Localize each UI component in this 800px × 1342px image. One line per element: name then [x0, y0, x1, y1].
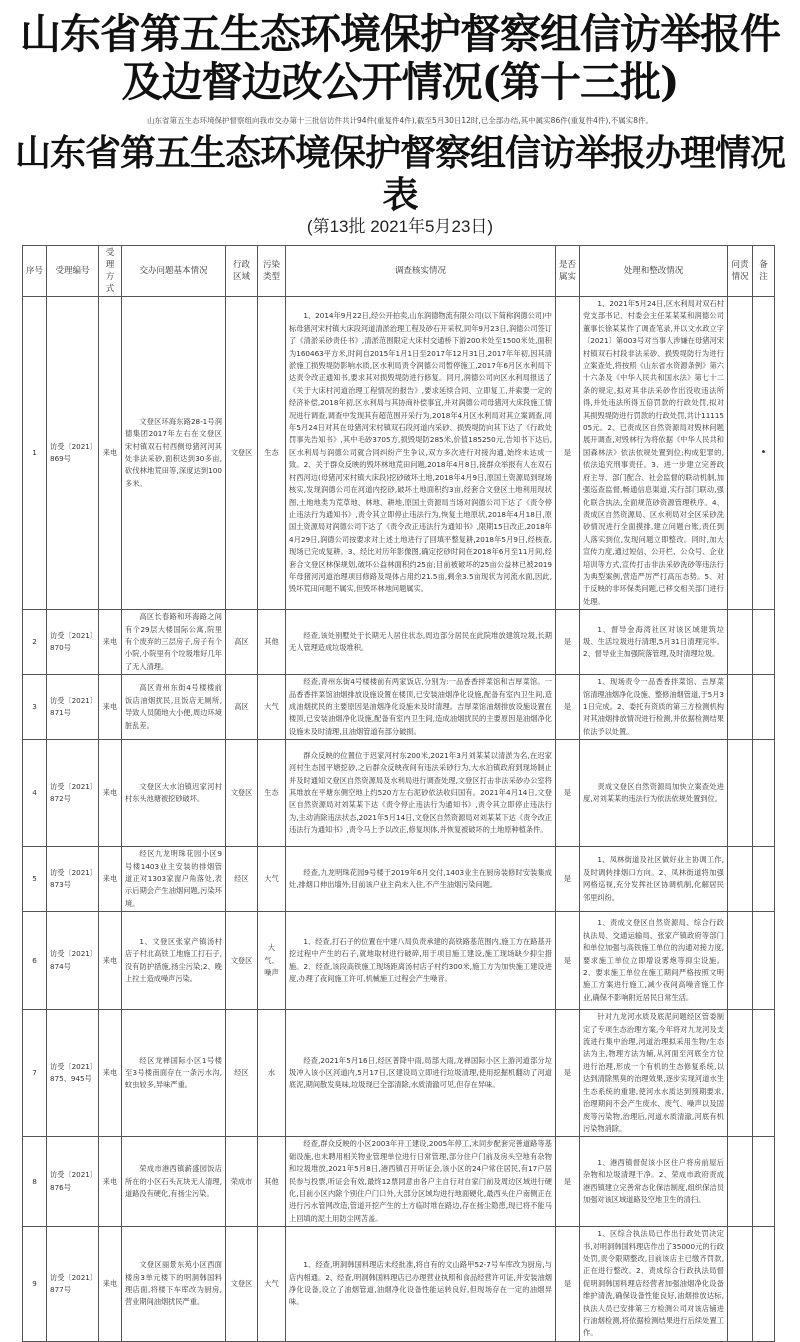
document-title-line2: 及边督边改公开情况(第十三批)	[121, 58, 679, 106]
cell-verified: 是	[556, 847, 580, 912]
cell-handling: 1、区综合执法局已作出行政处罚决定书,对明洞韩国料理店作出了35000元的行政处罚,责令限期整改,目前该店主已缴齐罚款,正在进行整改。2、责成综合行政执法局督促明洞韩国料理店经营者加强油烟净化设备维护清洗,确保设备性能良好,油烟排放达标,执法人员已安排第三方检测公司对该店铺进行油烟检测,将依据检测结果进行后续处置工作。	[580, 1227, 728, 1342]
col-header-id: 受理编号	[47, 246, 99, 297]
cell-verified: 是	[556, 1137, 580, 1227]
cell-accountability	[728, 297, 753, 610]
cell-accountability	[728, 1137, 753, 1227]
col-header-handling: 处理和整改情况	[580, 246, 728, 297]
cell-investigation: 经查,群众反映的小区2003年开工建设,2005年停工,未同步配套完善道路等基础设施,也未聘用相关物业管理单位进行日常管理,部分住户门前及房头空地有杂物和垃圾堆放,2021年5月8日,港西镇召开听证会,该小区的24户常住居民,有17户居民参与投票,听证会有效,最终12票同意由各户主自行对自家门前及周边区域进行硬化,目前小区内除个别住户门口外,大部分区域均进行地面硬化,最西头住户南侧正在进行污水管网改造,管道开挖产生的土方临时堆在路边,存在扬尘隐患,现已将不能马上回填的泥土用防尘网苫盖。	[286, 1137, 556, 1227]
cell-issue: 高区长春路和环海路之间有个29层大楼国际公寓,院里有个废弃的三层房子,房子有个小院,小院里有个垃圾堆好几年了无人清理。	[122, 610, 226, 675]
cell-id: 访受〔2021〕877号	[47, 1227, 99, 1342]
cell-investigation: 1、2014年9月22日,经公开拍卖,山东润德物流有限公司(以下简称润德公司)中标母猪河宋村镇大床段河道清淤治理工程及砂石开采权,同年9月23日,润德公司签订了《清淤采砂责任书》,清淤范围限定大床村交通桥下游200米处至1500米处,面积为160463平方米,时间自2015年1月1日至2017年12月31日,2017年年初,因其清淤施工损毁堤防影响水质,区水利局责令润德公司暂停施工,2017年6月区水利局下达责令改正通知书,要求其对损毁堤防进行修复。同月,润德公司向区水利局报送了《关于大床村河道治理工程情况的报告》,要求延续合同、立即复工,并索要一定的经济补偿,2018年初,区水利局与其协商补偿事宜,并对润德公司母猪河大床段施工情况进行调查,调查中发现其有超范围开采行为,2018年4月区水利局对其立案调查,同年5月24日对其在母猪河宋村镇双石段河道内采砂、损毁堤防向其下达了《行政处罚事先告知书》,其中毛砂3705方,损毁堤防285米,价值185250元,告知书下达后,区水利局与润德公司就合同纠纷产生争议,双方多次进行对接沟通,始终未达成一致。2、关于群众反映的毁坏林地荒田问题,2018年4月8日,接群众举报有人在双石村西河边(母猪河宋村镇大床段)挖砂破坏土地,2018年4月9日,原国土资源局到现场核实,发现润德公司在河道内挖砂,破坏土地面积约3亩,经套合文登区土地利用现状图,土地地类为荒草地、林地、耕地,原国土资源局当场对润德公司下达了《责令停止违法行为通知书》,责令其立即停止违法行为,恢复土地原状,2018年4月18日,原国土资源局对润德公司下达了《责令改正违法行为通知书》,限期15日改正,2018年4月29日,润德公司按要求对上述土地进行了回填平整复耕,2018年5月9日,经核查,现场已完成复耕。3、经比对历年影像图,确定挖砂时间在2018年6月至11月间,经套合文登区林保规划,破坏公益林面积约25亩;目前被破坏的25亩公益林已被2019年母猪河河道治理项目修路及堤体占用约21.5亩,剩余3.5亩现状为河流水面,因此,毁坏荒田问题不属实,但毁坏林地问题属实。	[286, 297, 556, 610]
cell-id: 访受〔2021〕872号	[47, 740, 99, 847]
table-row	[23, 912, 775, 1010]
cell-type: 大气	[258, 1227, 286, 1342]
cell-no: 8	[23, 1137, 47, 1227]
table-row	[23, 675, 775, 740]
petition-handling-table	[22, 245, 775, 1342]
cell-region: 经区	[226, 1010, 258, 1137]
cell-issue: 经区龙禅国际小区1号楼至3号楼南面存在一条污水沟,蚊虫较多,异味严重。	[122, 1010, 226, 1137]
cell-investigation: 1、经查,打石子的位置在中建八局负责承建的高铁路基范围内,施工方在路基开挖过程中产生的石子,就地取材进行破碎,用于项目施工建设,施工现场缺少抑尘措施。2、经查,该段高铁施工现场距离汤村店子村约300米,施工方为加快施工建设进度,办理了夜间施工许可,机械施工过程会产生噪音。	[286, 912, 556, 1010]
cell-accountability	[728, 740, 753, 847]
document-title-line1: 山东省第五生态环境保护督察组信访举报件	[20, 10, 780, 58]
cell-remark	[753, 847, 775, 912]
table-title: 山东省第五生态环境保护督察组信访举报办理情况表	[14, 132, 785, 216]
cell-no: 1	[23, 297, 47, 610]
cell-region: 经区	[226, 847, 258, 912]
cell-handling: 1、督导金海湾社区对该区域建筑垃圾、生活垃圾进行清理,5月31日清理完毕。2、督导业主加强院落管理,及时清理垃圾。	[580, 610, 728, 675]
cell-verified: 是	[556, 675, 580, 740]
cell-no: 3	[23, 675, 47, 740]
cell-investigation: 经查,2021年5月16日,经区普降中雨,局部大雨,龙禅国际小区上游河道部分垃圾冲入该小区河道内,5月17日,区建设局立即进行垃圾清理,使用挖掘机翻动了河道底泥,期间散发臭味,垃圾现已全部清除,水质清澈可见,但存在异味。	[286, 1010, 556, 1137]
table-row	[23, 1137, 775, 1227]
cell-issue: 文登区丽景东苑小区西面楼房3单元楼下的明洞韩国料理店面,将楼下车库改为厨房,营业期间油烟扰民严重。	[122, 1227, 226, 1342]
cell-no: 6	[23, 912, 47, 1010]
cell-id: 访受〔2021〕874号	[47, 912, 99, 1010]
cell-remark	[753, 610, 775, 675]
cell-verified: 是	[556, 297, 580, 610]
table-row	[23, 1227, 775, 1342]
cell-handling: 针对九龙河水质及底泥问题经区管委制定了专项生态治理方案,今年将对九龙河及支流进行集中治理,河道治理拟采用生物/生态法为主,物理方法为辅,从河面至河底全方位进行治理,形成一个有机的生态修复系统,以达到清除黑臭的治理效果,逐步实现河道水生生态系统的重建,使河水水质达到预期要求,治理期间不会产生废水、废气、噪声以及固废等污染物,治理后,河道水质清澈,河底有机污染物消除。	[580, 1010, 728, 1137]
cell-handling: 责成文登区自然资源局加快立案查处进度,对刘某某的违法行为依法依规处置到位。	[580, 740, 728, 847]
cell-id: 访受〔2021〕873号	[47, 847, 99, 912]
cell-region: 高区	[226, 610, 258, 675]
cell-region: 高区	[226, 675, 258, 740]
cell-accountability	[728, 847, 753, 912]
cell-verified: 是	[556, 1010, 580, 1137]
cell-method: 来电	[99, 1137, 122, 1227]
cell-type: 其他	[258, 1137, 286, 1227]
cell-no: 4	[23, 740, 47, 847]
cell-remark	[753, 912, 775, 1010]
cell-id: 访受〔2021〕870号	[47, 610, 99, 675]
cell-method: 来电	[99, 297, 122, 610]
cell-accountability	[728, 912, 753, 1010]
cell-method: 来电	[99, 1227, 122, 1342]
cell-accountability	[728, 610, 753, 675]
cell-method: 来电	[99, 675, 122, 740]
cell-region: 荣成市	[226, 1137, 258, 1227]
cell-remark	[753, 740, 775, 847]
summary-note: 山东省第五生态环境保护督察组向我市交办第十三批信访件共计94件(重复件4件),截至5月30日12时,已全部办结,其中属实86件(重复件4件),不属实8件。	[147, 116, 653, 125]
batch-date-line: (第13批 2021年5月23日)	[306, 217, 494, 236]
cell-method: 来电	[99, 847, 122, 912]
col-header-method: 受理方式	[99, 246, 122, 297]
cell-no: 2	[23, 610, 47, 675]
col-header-region: 行政区域	[226, 246, 258, 297]
cell-verified: 是	[556, 740, 580, 847]
cell-investigation: 1、经查,明洞韩国料理店未经批准,将自有的文山路甲52-7号车库改为厨房,与店内相通。2、经查,明洞韩国料理店已办理营业执照和食品经营许可证,并安装油烟净化设备,设立了油烟管道,油烟净化设备性能运转良好,但现场存在一定的油烟异味。	[286, 1227, 556, 1342]
cell-handling: 1、责成文登区自然资源局、综合行政执法局、交通运输局、张家产镇政府等部门和单位加强与高铁施工单位的沟通对接力度,要求施工单位立即增设雾炮等抑尘设施。2、要求施工单位在施工期间严格按照文明施工方案进行施工,减少夜间高噪音施工作业,确保不影响附近居民日常生活。	[580, 912, 728, 1010]
col-header-investigation: 调查核实情况	[286, 246, 556, 297]
cell-accountability	[728, 1010, 753, 1137]
cell-remark	[753, 1137, 775, 1227]
cell-region: 文登区	[226, 297, 258, 610]
cell-investigation: 群众反映的位置位于迟家河村东200米,2021年3月刘某某以清淤为名,在迟家河村生态园平塘挖砂,之后群众反映夜间有违法采砂行为,大水泊镇政府到现场制止并及时通知文登区自然资源局及水利局进行调查处理,文登区打击非法采砂办公室将其堆放在平塘东侧空地上约520方左右泥砂依法收归国有。2021年4月14日,文登区自然资源局对刘某某下达《责令停止违法行为通知书》,责令其立即停止违法行为,主动消除违法状态,2021年5月14日,文登区自然资源局对刘某某下达《责令改正违法行为通知书》,责令马上予以改正,修复坝体,并恢复被破坏的土地原种植条件。	[286, 740, 556, 847]
cell-region: 文登区	[226, 1227, 258, 1342]
col-header-verified: 是否属实	[556, 246, 580, 297]
cell-no: 5	[23, 847, 47, 912]
col-header-accountability: 问责情况	[728, 246, 753, 297]
cell-remark	[753, 1010, 775, 1137]
cell-verified: 是	[556, 912, 580, 1010]
cell-investigation: 经查,该处别墅处于长期无人居住状态,周边部分居民在此院堆放建筑垃圾,长期无人管理造成垃圾堆积。	[286, 610, 556, 675]
table-row	[23, 297, 775, 610]
cell-accountability	[728, 675, 753, 740]
cell-remark: •	[753, 297, 775, 610]
cell-issue: 文登区环海东路28-1号润德集团2017年左右在文登区宋村镇双石村西侧母猪河河其处非法采砂,面积达到30多亩,砍伐林地荒田等,深度达到100多米。	[122, 297, 226, 610]
cell-id: 访受〔2021〕869号	[47, 297, 99, 610]
cell-type: 大气	[258, 847, 286, 912]
cell-issue: 文登区大水泊镇迟家河村村东头池塘被挖砂破坏。	[122, 740, 226, 847]
table-row	[23, 847, 775, 912]
cell-method: 来电	[99, 912, 122, 1010]
cell-handling: 1、2021年5月24日,区水利局对双石村党支部书记、村委会主任某某某和润德公司董事长徐某某作了调查笔录,并以文水政立字〔2021〕第003号对当事人涉嫌在母猪河宋村镇双石村段非法采砂、损毁堤防行为进行立案查处,将按照《山东省水资源条例》第六十六条及《中华人民共和国水法》第七十二条的规定,拟对其非法采砂作出没收违法所得,并处违法所得五倍罚款的行政处罚,拟对其损毁堤防进行罚款的行政处罚,共计1111505元。2、已责成区自然资源局对毁林问题展开调查,对毁林行为将依据《中华人民共和国森林法》依法依规处置到位;构成犯罪的,依法追究刑事责任。3、进一步建立完善政府主导、部门配合、社会监督的联动机制,加强巡查监督,畅通信息渠道,实行部门联动,强化联合执法,全面规范砂资源管理秩序。4、责成区自然资源局、区水利局对全区采砂洗砂情况进行全面摸排,建立问题台账,责任到人落实到位,发现问题立即整改。同时,加大宣传力度,通过短信、公开栏、公众号、企业培训等方式,宣传打击非法采砂洗砂等违法行为典型案例,营造严厉严打高压态势。5、对于反映的非环保类问题,已移交相关部门进行处理。	[580, 297, 728, 610]
cell-type: 水	[258, 1010, 286, 1137]
cell-handling: 1、现场责令一品香香拌菜馆、吉厚菜馆清理油烟净化设施、整修油烟管道,于5月31日完成。2、委托有资质的第三方检测机构对其油烟排放情况进行检测,并依据检测结果依法予以处置。	[580, 675, 728, 740]
cell-region: 文登区	[226, 740, 258, 847]
cell-type: 生态	[258, 740, 286, 847]
cell-method: 来电	[99, 610, 122, 675]
cell-type: 生态	[258, 297, 286, 610]
cell-type: 大气、噪声	[258, 912, 286, 1010]
cell-handling: 1、凤林街道及社区做好业主协调工作,及时调转排烟口方向。2、凤林街道将加强网格巡视,充分发挥社区协调机制,化解居民邻里纠纷。	[580, 847, 728, 912]
cell-issue: 高区青州东街4号楼楼前饭店油烟扰民,且饭店无厕所,导致人员随地大小便,周边环境脏乱差。	[122, 675, 226, 740]
col-header-remark: 备注	[753, 246, 775, 297]
cell-accountability	[728, 1227, 753, 1342]
cell-investigation: 经查,青州东街4号楼楼前有两家饭店,分别为:一品香香拌菜馆和吉厚菜馆。一品香香拌菜馆油烟排放设施设置在楼顶,已安装油烟净化设施,配备有室内卫生间,造成油烟扰民的主要原因是油烟净化设施未及时清理。吉厚菜馆油烟排放设施设置在楼顶,已安装油烟净化设施,配备有室内卫生间,造成油烟扰民的主要原因是油烟净化设施未及时清理,且油烟管道有部分破损。	[286, 675, 556, 740]
cell-type: 其他	[258, 610, 286, 675]
cell-type: 大气	[258, 675, 286, 740]
table-header-row	[23, 246, 775, 297]
cell-method: 来电	[99, 1010, 122, 1137]
cell-handling: 1、港西镇督促该小区住户将房前屋后杂物和垃圾清理干净。2、荣成市政府责成港西镇建立完善常态化保洁制度,组织保洁员加强对该区域道路及空地卫生的清扫。	[580, 1137, 728, 1227]
cell-region: 文登区	[226, 912, 258, 1010]
col-header-no: 序号	[23, 246, 47, 297]
table-row	[23, 610, 775, 675]
cell-remark	[753, 675, 775, 740]
cell-remark	[753, 1227, 775, 1342]
cell-no: 7	[23, 1010, 47, 1137]
col-header-type: 污染类型	[258, 246, 286, 297]
cell-issue: 1、文登区张家产镇汤村店子村北高铁工地施工打石子,没有防护措施,扬尘污染;2、晚上拉土造成噪声污染。	[122, 912, 226, 1010]
cell-issue: 经区九龙明珠花园小区9号楼1403业主安装的排烟管道正对1303家窗户角落处,表示后期会产生油烟问题,污染环境。	[122, 847, 226, 912]
cell-investigation: 经查,九龙明珠花园9号楼于2019年6月交付,1403业主在厨房装修时安装集成灶,排烟口伸出墙外,目前该户业主尚未入住,不产生油烟污染问题。	[286, 847, 556, 912]
cell-id: 访受〔2021〕876号	[47, 1137, 99, 1227]
cell-id: 访受〔2021〕871号	[47, 675, 99, 740]
cell-verified: 是	[556, 1227, 580, 1342]
table-row	[23, 1010, 775, 1137]
cell-id: 访受〔2021〕875、945号	[47, 1010, 99, 1137]
cell-issue: 荣成市港西镇薪盛园饭店所在的小区石头瓦块无人清理,道路没有硬化,有扬尘污染。	[122, 1137, 226, 1227]
cell-method: 来电	[99, 740, 122, 847]
cell-no: 9	[23, 1227, 47, 1342]
cell-verified: 是	[556, 610, 580, 675]
col-header-issue: 交办问题基本情况	[122, 246, 226, 297]
table-row	[23, 740, 775, 847]
